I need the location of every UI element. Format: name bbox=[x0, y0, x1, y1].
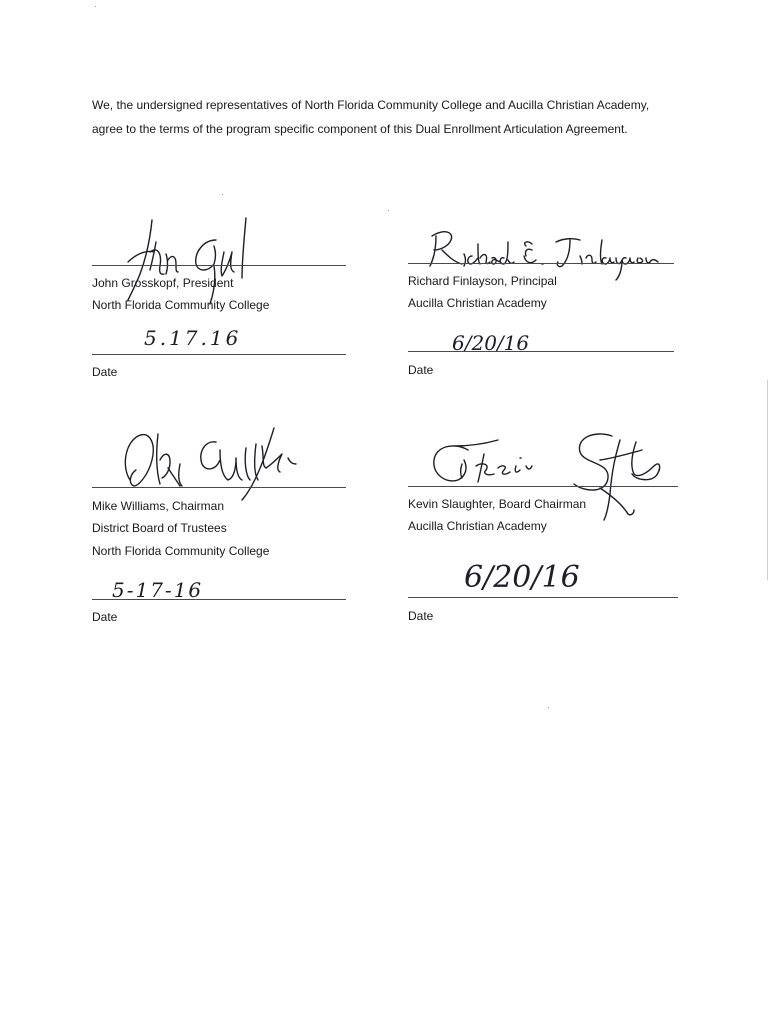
scan-edge-shadow bbox=[767, 380, 768, 580]
date-line bbox=[408, 597, 678, 598]
signature-line bbox=[408, 486, 678, 487]
signer-name-title: Mike Williams, Chairman bbox=[92, 499, 225, 513]
signature-block-williams bbox=[92, 420, 352, 630]
scan-speck bbox=[95, 6, 96, 7]
handwritten-date: 6/20/16 bbox=[452, 331, 530, 355]
date-line bbox=[92, 354, 346, 355]
signer-name-title: Kevin Slaughter, Board Chairman bbox=[408, 497, 587, 511]
signer-name-title: John Grosskopf, President bbox=[92, 276, 234, 290]
signature-williams bbox=[116, 424, 336, 504]
signer-name-title: Richard Finlayson, Principal bbox=[408, 274, 557, 288]
signature-line bbox=[92, 487, 346, 488]
signature-line bbox=[408, 263, 674, 264]
signer-organization: Aucilla Christian Academy bbox=[408, 296, 547, 310]
date-label: Date bbox=[92, 610, 118, 624]
handwritten-date: 6/20/16 bbox=[464, 560, 580, 595]
agreement-statement-line-2: agree to the terms of the program specific component of this Dual Enrollment Articulation Agreement. bbox=[92, 122, 628, 136]
date-label: Date bbox=[92, 365, 118, 379]
signature-block-grosskopf bbox=[92, 210, 352, 380]
date-label: Date bbox=[408, 363, 434, 377]
date-line bbox=[408, 351, 674, 352]
date-label: Date bbox=[408, 609, 434, 623]
scan-speck bbox=[222, 194, 223, 195]
agreement-statement-line-1: We, the undersigned representatives of North Florida Community College and Aucilla Christian Academy, bbox=[92, 98, 650, 112]
signer-organization: Aucilla Christian Academy bbox=[408, 519, 547, 533]
scan-speck bbox=[548, 707, 549, 708]
signature-block-slaughter bbox=[408, 420, 683, 630]
signer-organization: District Board of Trustees bbox=[92, 521, 227, 535]
agreement-statement bbox=[92, 93, 732, 141]
signature-line bbox=[92, 265, 346, 266]
signer-organization: North Florida Community College bbox=[92, 544, 270, 558]
signature-block-finlayson bbox=[408, 210, 678, 380]
handwritten-date: 5.17.16 bbox=[144, 326, 242, 350]
scan-speck bbox=[388, 210, 389, 211]
handwritten-date: 5-17-16 bbox=[112, 578, 204, 602]
date-line bbox=[92, 599, 346, 600]
signer-organization: North Florida Community College bbox=[92, 298, 270, 312]
